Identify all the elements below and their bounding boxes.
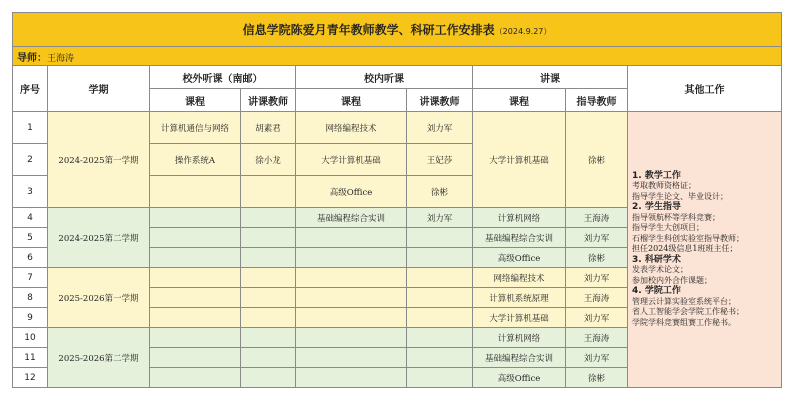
schedule-table <box>12 12 782 388</box>
row-number: 6 <box>13 248 48 268</box>
mentor-row <box>13 47 782 66</box>
in-teacher <box>407 228 473 248</box>
lec-teacher: 王海涛 <box>566 208 628 228</box>
in-teacher <box>407 268 473 288</box>
lec-teacher: 刘力军 <box>566 268 628 288</box>
out-teacher <box>241 248 296 268</box>
other-work-item: 指导学生大创项目； <box>632 223 704 233</box>
in-teacher: 刘力军 <box>407 208 473 228</box>
other-work-heading: 2. 学生指导 <box>632 202 681 213</box>
out-course <box>150 348 241 368</box>
lec-teacher: 王海涛 <box>566 328 628 348</box>
in-course <box>296 348 407 368</box>
in-course <box>296 268 407 288</box>
header-advisor: 指导教师 <box>566 89 628 112</box>
mentor-name: 王海涛 <box>47 53 75 64</box>
lec-course: 基础编程综合实训 <box>473 228 566 248</box>
sheet-title <box>13 13 782 47</box>
schedule-sheet <box>12 12 781 394</box>
lec-course: 计算机网络 <box>473 328 566 348</box>
other-work-heading: 4. 学院工作 <box>632 286 681 297</box>
out-teacher <box>241 176 296 208</box>
row-number: 8 <box>13 288 48 308</box>
other-work-heading: 3. 科研学术 <box>632 254 681 265</box>
row-number: 1 <box>13 112 48 144</box>
header-lecturer: 讲课教师 <box>241 89 296 112</box>
out-teacher: 胡素君 <box>241 112 296 144</box>
lec-course: 计算机系统原理 <box>473 288 566 308</box>
out-teacher: 徐小龙 <box>241 144 296 176</box>
term-cell: 2025-2026第二学期 <box>48 328 150 388</box>
header-outside: 校外听课（南邮） <box>150 66 296 89</box>
header-lecture: 讲课 <box>473 66 628 89</box>
lec-teacher: 徐彬 <box>566 368 628 388</box>
lec-teacher: 刘力军 <box>566 308 628 328</box>
in-course <box>296 308 407 328</box>
lec-teacher: 徐彬 <box>566 112 628 208</box>
header-course: 课程 <box>296 89 407 112</box>
out-teacher <box>241 308 296 328</box>
in-teacher <box>407 308 473 328</box>
in-course: 高级Office <box>296 176 407 208</box>
row-number: 3 <box>13 176 48 208</box>
in-teacher <box>407 248 473 268</box>
other-work-item: 考取教师资格证； <box>632 181 696 191</box>
lec-course: 计算机网络 <box>473 208 566 228</box>
header-seq: 序号 <box>13 66 48 112</box>
out-course <box>150 288 241 308</box>
lec-course: 网络编程技术 <box>473 268 566 288</box>
lec-course: 高级Office <box>473 248 566 268</box>
row-number: 10 <box>13 328 48 348</box>
out-teacher <box>241 348 296 368</box>
in-course <box>296 288 407 308</box>
other-work-item: 参加校内外合作课题； <box>632 275 712 285</box>
lec-course: 大学计算机基础 <box>473 308 566 328</box>
out-teacher <box>241 288 296 308</box>
in-course: 网络编程技术 <box>296 112 407 144</box>
out-teacher <box>241 368 296 388</box>
in-course <box>296 248 407 268</box>
out-course: 计算机通信与网络 <box>150 112 241 144</box>
mentor-label: 导师： <box>17 52 47 64</box>
other-work-item: 发表学术论文； <box>632 265 688 275</box>
term-cell: 2024-2025第二学期 <box>48 208 150 268</box>
other-work-item: 担任2024级信息1班班主任； <box>632 244 738 254</box>
out-course <box>150 268 241 288</box>
header-term: 学期 <box>48 66 150 112</box>
out-teacher <box>241 228 296 248</box>
row-number: 2 <box>13 144 48 176</box>
other-work-heading: 1. 教学工作 <box>632 170 681 181</box>
row-number: 11 <box>13 348 48 368</box>
other-work-item: 石榴学生科创实验室指导教师； <box>632 233 744 243</box>
out-course <box>150 308 241 328</box>
row-number: 9 <box>13 308 48 328</box>
header-lecturer: 讲课教师 <box>407 89 473 112</box>
title-text: 信息学院陈爱月青年教师教学、科研工作安排表 <box>242 23 495 37</box>
header-other: 其他工作 <box>628 66 782 112</box>
out-course <box>150 208 241 228</box>
out-course: 操作系统A <box>150 144 241 176</box>
lec-course: 高级Office <box>473 368 566 388</box>
row-number: 5 <box>13 228 48 248</box>
term-cell: 2024-2025第一学期 <box>48 112 150 208</box>
other-work-item: 管理云计算实验室系统平台； <box>632 296 736 306</box>
in-course <box>296 368 407 388</box>
header-inside: 校内听课 <box>296 66 473 89</box>
lec-teacher: 刘力军 <box>566 348 628 368</box>
lec-teacher: 徐彬 <box>566 248 628 268</box>
in-teacher: 刘力军 <box>407 112 473 144</box>
in-course <box>296 228 407 248</box>
out-teacher <box>241 328 296 348</box>
row-number: 7 <box>13 268 48 288</box>
lec-course: 基础编程综合实训 <box>473 348 566 368</box>
out-course <box>150 368 241 388</box>
in-course: 大学计算机基础 <box>296 144 407 176</box>
in-teacher: 王妃莎 <box>407 144 473 176</box>
in-teacher: 徐彬 <box>407 176 473 208</box>
row-number: 12 <box>13 368 48 388</box>
lec-teacher: 刘力军 <box>566 228 628 248</box>
other-work-item: 学院学科竞赛组赛工作秘书。 <box>632 317 736 327</box>
row-number: 4 <box>13 208 48 228</box>
out-course <box>150 176 241 208</box>
header-course: 课程 <box>150 89 241 112</box>
header-course: 课程 <box>473 89 566 112</box>
term-cell: 2025-2026第一学期 <box>48 268 150 328</box>
in-course: 基础编程综合实训 <box>296 208 407 228</box>
other-work-item: 省人工智能学会学院工作秘书； <box>632 307 744 317</box>
out-course <box>150 328 241 348</box>
in-teacher <box>407 348 473 368</box>
lec-teacher: 王海涛 <box>566 288 628 308</box>
in-course <box>296 328 407 348</box>
other-work-item: 指导学生论文、毕业设计； <box>632 191 728 201</box>
title-date: （2024.9.27） <box>494 27 552 36</box>
lec-course: 大学计算机基础 <box>473 112 566 208</box>
out-teacher <box>241 208 296 228</box>
in-teacher <box>407 328 473 348</box>
out-course <box>150 248 241 268</box>
other-work <box>628 112 782 388</box>
in-teacher <box>407 368 473 388</box>
in-teacher <box>407 288 473 308</box>
out-teacher <box>241 268 296 288</box>
out-course <box>150 228 241 248</box>
other-work-item: 指导领航杯等学科竞赛； <box>632 212 720 222</box>
